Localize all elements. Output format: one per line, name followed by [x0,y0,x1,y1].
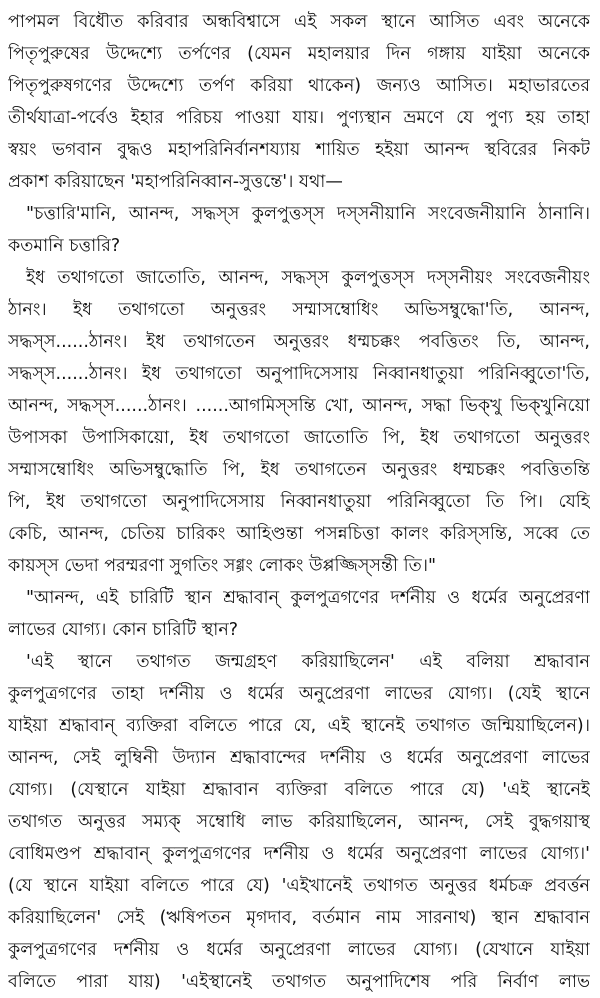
text-line: (যে স্থানে যাইয়া বলিতে পারে যে) 'এইখানেই তথাগত অনুত্তর ধর্মচক্র প্রবর্ত্তন [8,876,590,896]
text-line: পিতৃপুরুষগণের উদ্দেশ্যে তর্পণ করিয়া থাকেন) জন্যও আসিত। মহাভারতের [8,76,590,96]
paragraph [8,6,590,198]
text-line: যাইয়া শ্রদ্ধাবান্ ব্যক্তিরা বলিতে পারে যে, এই স্থানেই তথাগত জন্মিয়াছিলেন)। [8,716,590,736]
text-line: কেচি, আনন্দ, চেতিয় চারিকং আহিণ্ডন্তা পসন্নচিত্তা কালং করিস্সন্তি, সব্বে তে [8,524,590,544]
text-line: বলিতে পারা যায়) 'এইস্থানেই তথাগত অনুপাদিশেষ পরি নির্বাণ লাভ [8,972,590,992]
text-line: সম্মাসম্বোধিং অভিসম্বুদ্ধোতি পি, ইধ তথাগতেন অনুত্তরং ধম্মচক্কং পবত্তিতন্তি [8,460,590,480]
text-line: "আনন্দ, এই চারিটি স্থান শ্রদ্ধাবান্ কুলপুত্রগণের দর্শনীয় ও ধর্মের অনুপ্রেরণা [26,588,590,608]
text-line: কুলপুত্রগণের তাহা দর্শনীয় ও ধর্মের অনুপ্রেরণা লাভের যোগ্য। (যেই স্থানে [8,684,590,704]
text-line: 'এই স্থানে তথাগত জন্মগ্রহণ করিয়াছিলেন' এই বলিয়া শ্রদ্ধাবান [26,652,590,672]
text-line: পি, ইধ তথাগতো অনুপাদিসেসায় নিব্বানধাতুয়া পরিনিব্বুতো তি পি। যেহি [8,492,590,512]
text-line: সদ্ধস্স......ঠানং। ইধ তথাগতেন অনুত্তরং ধম্মচক্কং পবত্তিতং তি, আনন্দ, [8,332,590,352]
text-line: আনন্দ, সেই লুম্বিনী উদ্যান শ্রদ্ধাবান্দের দর্শনীয় ও ধর্মের অনুপ্রেরণা লাভের [8,748,590,768]
text-line: তথাগত অনুত্তর সম্যক্ সম্বোধি লাভ করিয়াছিলেন, আনন্দ, সেই বুদ্ধগয়াস্থ [8,812,590,832]
text-line: কতমানি চত্তারি? [8,236,121,256]
text-line: স্বয়ং ভগবান বুদ্ধও মহাপরিনির্বানশয্যায় শায়িত হইয়া আনন্দ স্থবিরের নিকট [8,140,590,160]
text-line: লাভের যোগ্য। কোন চারিটি স্থান? [8,620,239,640]
text-line: সদ্ধস্স......ঠানং। ইধ তথাগতো অনুপাদিসেসায় নিব্বানধাতুয়া পরিনিব্বুতো'তি, [8,364,590,384]
paragraph [8,582,590,646]
text-line: করিয়াছিলেন' সেই (ঋষিপতন মৃগদাব, বর্তমান নাম সারনাথ) স্থান শ্রদ্ধাবান [8,908,590,928]
paragraph [8,262,590,582]
text-line: কুলপুত্রগণের দর্শনীয় ও ধর্মের অনুপ্রেরণা লাভের যোগ্য। (যেখানে যাইয়া [8,940,590,960]
text-line: যোগ্য। (যেস্থানে যাইয়া শ্রদ্ধাবান ব্যক্তিরা বলিতে পারে যে) 'এই স্থানেই [8,780,590,800]
text-line: বোধিমণ্ডপ শ্রদ্ধাবান্ কুলপুত্রগণের দর্শনীয় ও ধর্মের অনুপ্রেরণা লাভের যোগ্য।' [8,844,590,864]
paragraph [8,198,590,262]
text-line: পিতৃপুরুষের উদ্দেশ্যে তর্পণের (যেমন মহালয়ার দিন গঙ্গায় যাইয়া অনেকে [8,44,590,64]
text-line: ইধ তথাগতো জাতোতি, আনন্দ, সদ্ধস্স কুলপুত্তস্স দস্সনীয়ং সংবেজনীয়ং [26,268,590,288]
text-line: উপাসকা উপাসিকায়ো, ইধ তথাগতো জাতোতি পি, ইধ তথাগতো অনুত্তরং [8,428,590,448]
text-line: ঠানং। ইধ তথাগতো অনুত্তরং সম্মাসম্বোধিং অভিসম্বুদ্ধো'তি, আনন্দ, [8,300,590,320]
text-line: আনন্দ, সদ্ধস্স......ঠানং। ......আগমিস্সন্তি খো, আনন্দ, সদ্ধা ভিক্খু ভিক্খুনিয়ো [8,396,590,416]
text-line: "চত্তারি'মানি, আনন্দ, সদ্ধস্স কুলপুত্তস্স দস্সনীয়ানি সংবেজনীয়ানি ঠানানি। [26,204,590,224]
text-line: প্রকাশ করিয়াছেন 'মহাপরিনিব্বান-সুত্তন্তে'। যথা— [8,172,343,192]
text-line: পাপমল বিধৌত করিবার অন্ধবিশ্বাসে এই সকল স্থানে আসিত এবং অনেকে [8,12,590,32]
paragraph [8,646,590,998]
text-line: কায়স্স ভেদা পরম্মরণা সুগতিং সগ্গং লোকং উপ্পজ্জিস্সন্তী তি।" [8,556,437,576]
text-line: তীর্থযাত্রা-পর্বেও ইহার পরিচয় পাওয়া যায়। পুণ্যস্থান ভ্রমণে যে পুণ্য হয় তাহা [8,108,590,128]
